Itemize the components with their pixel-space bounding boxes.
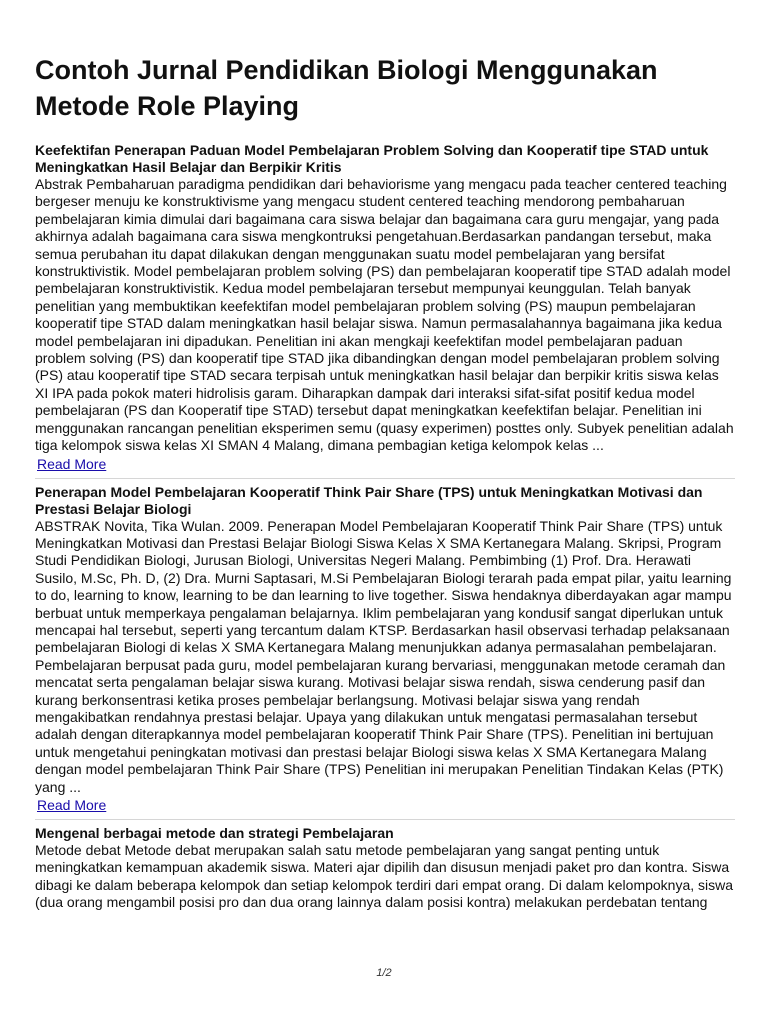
page-number: 1/2 xyxy=(376,967,392,979)
page-title: Contoh Jurnal Pendidikan Biologi Menggunakan Metode Role Playing xyxy=(35,55,658,121)
article-abstract: Metode debat Metode debat merupakan salah satu metode pembelajaran yang sangat penting untuk meningkatkan kemampuan akademik siswa. Materi ajar dipilih dan disusun menjadi paket pro dan kontra. Siswa dibagi ke dalam beberapa kelompok dan setiap kelompok terdiri dari empat orang. Di dalam kelompoknya, siswa (dua orang mengambil posisi pro dan dua orang lainnya dalam posisi kontra) melakukan perdebatan tentang xyxy=(35,842,734,911)
document-page xyxy=(35,52,735,921)
article-item xyxy=(35,142,735,479)
article-title: Keefektifan Penerapan Paduan Model Pembelajaran Problem Solving dan Kooperatif tipe STAD untuk Meningkatkan Hasil Belajar dan Berpikir Kritis xyxy=(35,142,709,175)
article-abstract: ABSTRAK Novita, Tika Wulan. 2009. Penerapan Model Pembelajaran Kooperatif Think Pair Share (TPS) untuk Meningkatkan Motivasi dan Prestasi Belajar Biologi Siswa Kelas X SMA Kertanegara Malang. Skripsi, Program Studi Pendidikan Biologi, Jurusan Biologi, Universitas Negeri Malang. Pembimbing (1) Prof. Dra. Herawati Susilo, M.Sc, Ph. D, (2) Dra. Murni Saptasari, M.Si Pembelajaran Biologi terarah pada empat pilar, yaitu learning to do, learning to know, learning to be dan learning to live together. Siswa hendaknya diberdayakan agar mampu berbuat untuk memperkaya pengalaman belajarnya. Iklim pembelajaran yang kondusif sangat diperlukan untuk mencapai hal tersebut, seperti yang tercantum dalam KTSP. Berdasarkan hasil observasi terhadap pelaksanaan pembelajaran Biologi di kelas X SMA Kertanegara Malang menunjukkan adanya permasalahan pembelajaran. Pembelajaran berpusat pada guru, model pembelajaran kurang bervariasi, menggunakan metode ceramah dan mencatat serta pengalaman belajar siswa kurang. Motivasi belajar siswa rendah, siswa cenderung pasif dan kurang berkonsentrasi ketika proses pembelajar berlangsung. Motivasi belajar siswa yang rendah mengakibatkan rendahnya prestasi belajar. Upaya yang dilakukan untuk mengatasi permasalahan tersebut adalah dengan diterapkannya model pembelajaran kooperatif Think Pair Share (TPS). Penelitian ini bertujuan untuk mengetahui peningkatan motivasi dan prestasi belajar Biologi siswa kelas X SMA Kertanegara Malang dengan model pembelajaran Think Pair Share (TPS) Penelitian ini merupakan Penelitian Tindakan Kelas (PTK) yang ... xyxy=(35,517,732,795)
article-item xyxy=(35,484,735,821)
article-item xyxy=(35,825,735,916)
read-more-link[interactable]: Read More xyxy=(37,797,107,813)
read-more-link[interactable]: Read More xyxy=(37,455,107,472)
article-title: Penerapan Model Pembelajaran Kooperatif Think Pair Share (TPS) untuk Meningkatkan Motivasi dan Prestasi Belajar Biologi xyxy=(35,483,703,517)
article-title: Mengenal berbagai metode dan strategi Pembelajaran xyxy=(35,825,394,841)
article-abstract: Abstrak Pembaharuan paradigma pendidikan dari behaviorisme yang mengacu pada teacher centered teaching bergeser menuju ke konstruktivisme yang mengacu student centered teaching mendorong pembaharuan pembelajaran kimia dimulai dari bagaimana cara siswa belajar dan bagaimana cara guru mengajar, yang pada akhirnya adalah bagaimana cara siswa mengkontruksi pengetahuan.Berdasarkan pandangan tersebut, maka semua perubahan itu dapat dilakukan dengan menggunakan suatu model pembelajaran yang bersifat konstruktivistik. Model pembelajaran problem solving (PS) dan pembelajaran kooperatif tipe STAD adalah model pembelajaran konstruktivistik. Kedua model pembelajaran tersebut mempunyai keunggulan. Telah banyak penelitian yang membuktikan keefektifan model pembelajaran problem solving (PS) maupun pembelajaran kooperatif tipe STAD dalam meningkatkan hasil belajar siswa. Namun permasalahannya bagaimana jika kedua model pembelajaran ini dipadukan. Penelitian ini akan mengkaji keefektifan model pembelajaran paduan problem solving (PS) dan kooperatif tipe STAD jika dibandingkan dengan model pembelajaran problem solving (PS) atau kooperatif tipe STAD secara terpisah untuk meningkatkan hasil belajar dan berpikir kritis siswa kelas XI IPA pada pokok materi hidrolisis garam. Diharapkan dampak dari interaksi sifat-sifat positif kedua model pembelajaran (PS dan Kooperatif tipe STAD) tersebut dapat meningkatkan keefektifan belajar. Penelitian ini menggunakan rancangan penelitian eksperimen semu (quasy experimen) posttes only. Subyek penelitian adalah tiga kelompok siswa kelas XI SMAN 4 Malang, dimana pembagian ketiga kelompok kelas ... xyxy=(35,176,734,454)
